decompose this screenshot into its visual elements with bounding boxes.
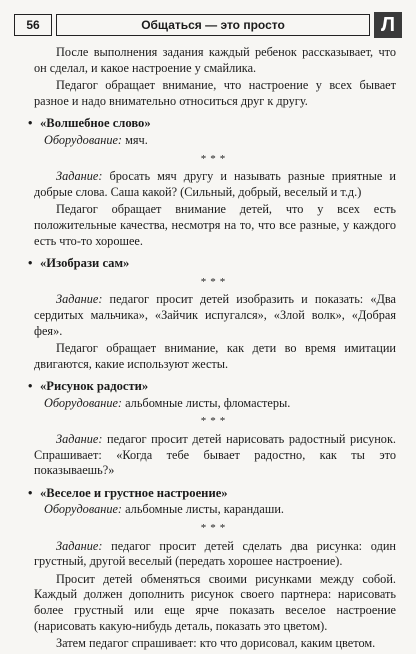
task-label: Задание: (56, 538, 103, 553)
bullet-icon: • (28, 485, 33, 500)
task-text: педагог просит детей нарисовать радостный рисунок. Спрашивает: «Когда тебе бывает радостно, как ты это показываешь?» (34, 432, 396, 478)
separator-stars: *** (200, 522, 230, 535)
exercise-title-text: «Изобрази сам» (40, 256, 130, 271)
task-text: педагог просит детей изобразить и показать: «Два сердитых мальчика», «Зайчик испугался», «Злой волк», «Добрая фея». (34, 292, 396, 338)
exercise-title-text: «Рисунок радости» (40, 379, 149, 394)
equipment-label: Оборудование: (44, 395, 123, 410)
paragraph: Педагог обращает внимание детей, что у всех есть положительные качества, несмотря на то, что все разные, у каждого есть что-то хорошее. (34, 202, 396, 248)
running-title: Общаться — это просто (56, 14, 370, 36)
bullet-icon: • (28, 116, 33, 131)
equipment-line (44, 396, 396, 412)
page-number: 56 (14, 14, 52, 36)
equipment-label: Оборудование: (44, 132, 123, 147)
task-label: Задание: (56, 292, 103, 307)
task-paragraph (34, 169, 396, 200)
equipment-line (44, 502, 396, 518)
section-letter-tab: Л (374, 12, 402, 38)
exercise-title (28, 486, 396, 502)
task-paragraph (34, 292, 396, 339)
exercise-title (28, 116, 396, 132)
separator-stars: *** (200, 415, 230, 428)
task-label: Задание: (56, 169, 103, 184)
equipment-text: альбомные листы, фломастеры. (122, 395, 291, 410)
separator-stars: *** (200, 152, 230, 165)
exercise-title (28, 256, 396, 272)
task-text: бросать мяч другу и называть разные приятные и добрые слова. Саша какой? (Сильный, добрый, веселый и т.д.) (34, 169, 396, 199)
task-paragraph (34, 539, 396, 570)
equipment-text: мяч. (122, 132, 148, 147)
page-body (28, 45, 396, 654)
exercise-title (28, 379, 396, 395)
task-paragraph (34, 432, 396, 479)
task-text: педагог просит детей сделать два рисунка: один грустный, другой веселый (передать хорошее настроение). (34, 538, 396, 569)
task-label: Задание: (56, 432, 103, 447)
exercise-title-text: «Волшебное слово» (40, 116, 151, 131)
equipment-line (44, 133, 396, 149)
equipment-text: альбомные листы, карандаши. (122, 502, 284, 517)
page-header (14, 12, 402, 38)
paragraph: Просит детей обменяться своими рисунками между собой. Каждый должен дополнить рисунок своего партнера: нарисовать более грустный или еще ярче показать веселое настроение (нарисовать какую-нибудь деталь, показать это цветом). (34, 571, 396, 633)
paragraph: Педагог обращает внимание, что настроение у всех бывает разное и надо внимательно относиться друг к другу. (34, 78, 396, 108)
paragraph: Педагог обращает внимание, как дети во время имитации двигаются, какие используют жесты. (34, 341, 396, 371)
paragraph: После выполнения задания каждый ребенок рассказывает, что он сделал, и какое настроение у смайлика. (34, 45, 396, 75)
separator-stars: *** (200, 275, 230, 288)
equipment-label: Оборудование: (44, 502, 123, 517)
bullet-icon: • (28, 379, 33, 394)
bullet-icon: • (28, 256, 33, 271)
paragraph: Затем педагог спрашивает: кто что дорисовал, каким цветом. (56, 636, 376, 651)
exercise-title-text: «Веселое и грустное настроение» (40, 485, 228, 500)
